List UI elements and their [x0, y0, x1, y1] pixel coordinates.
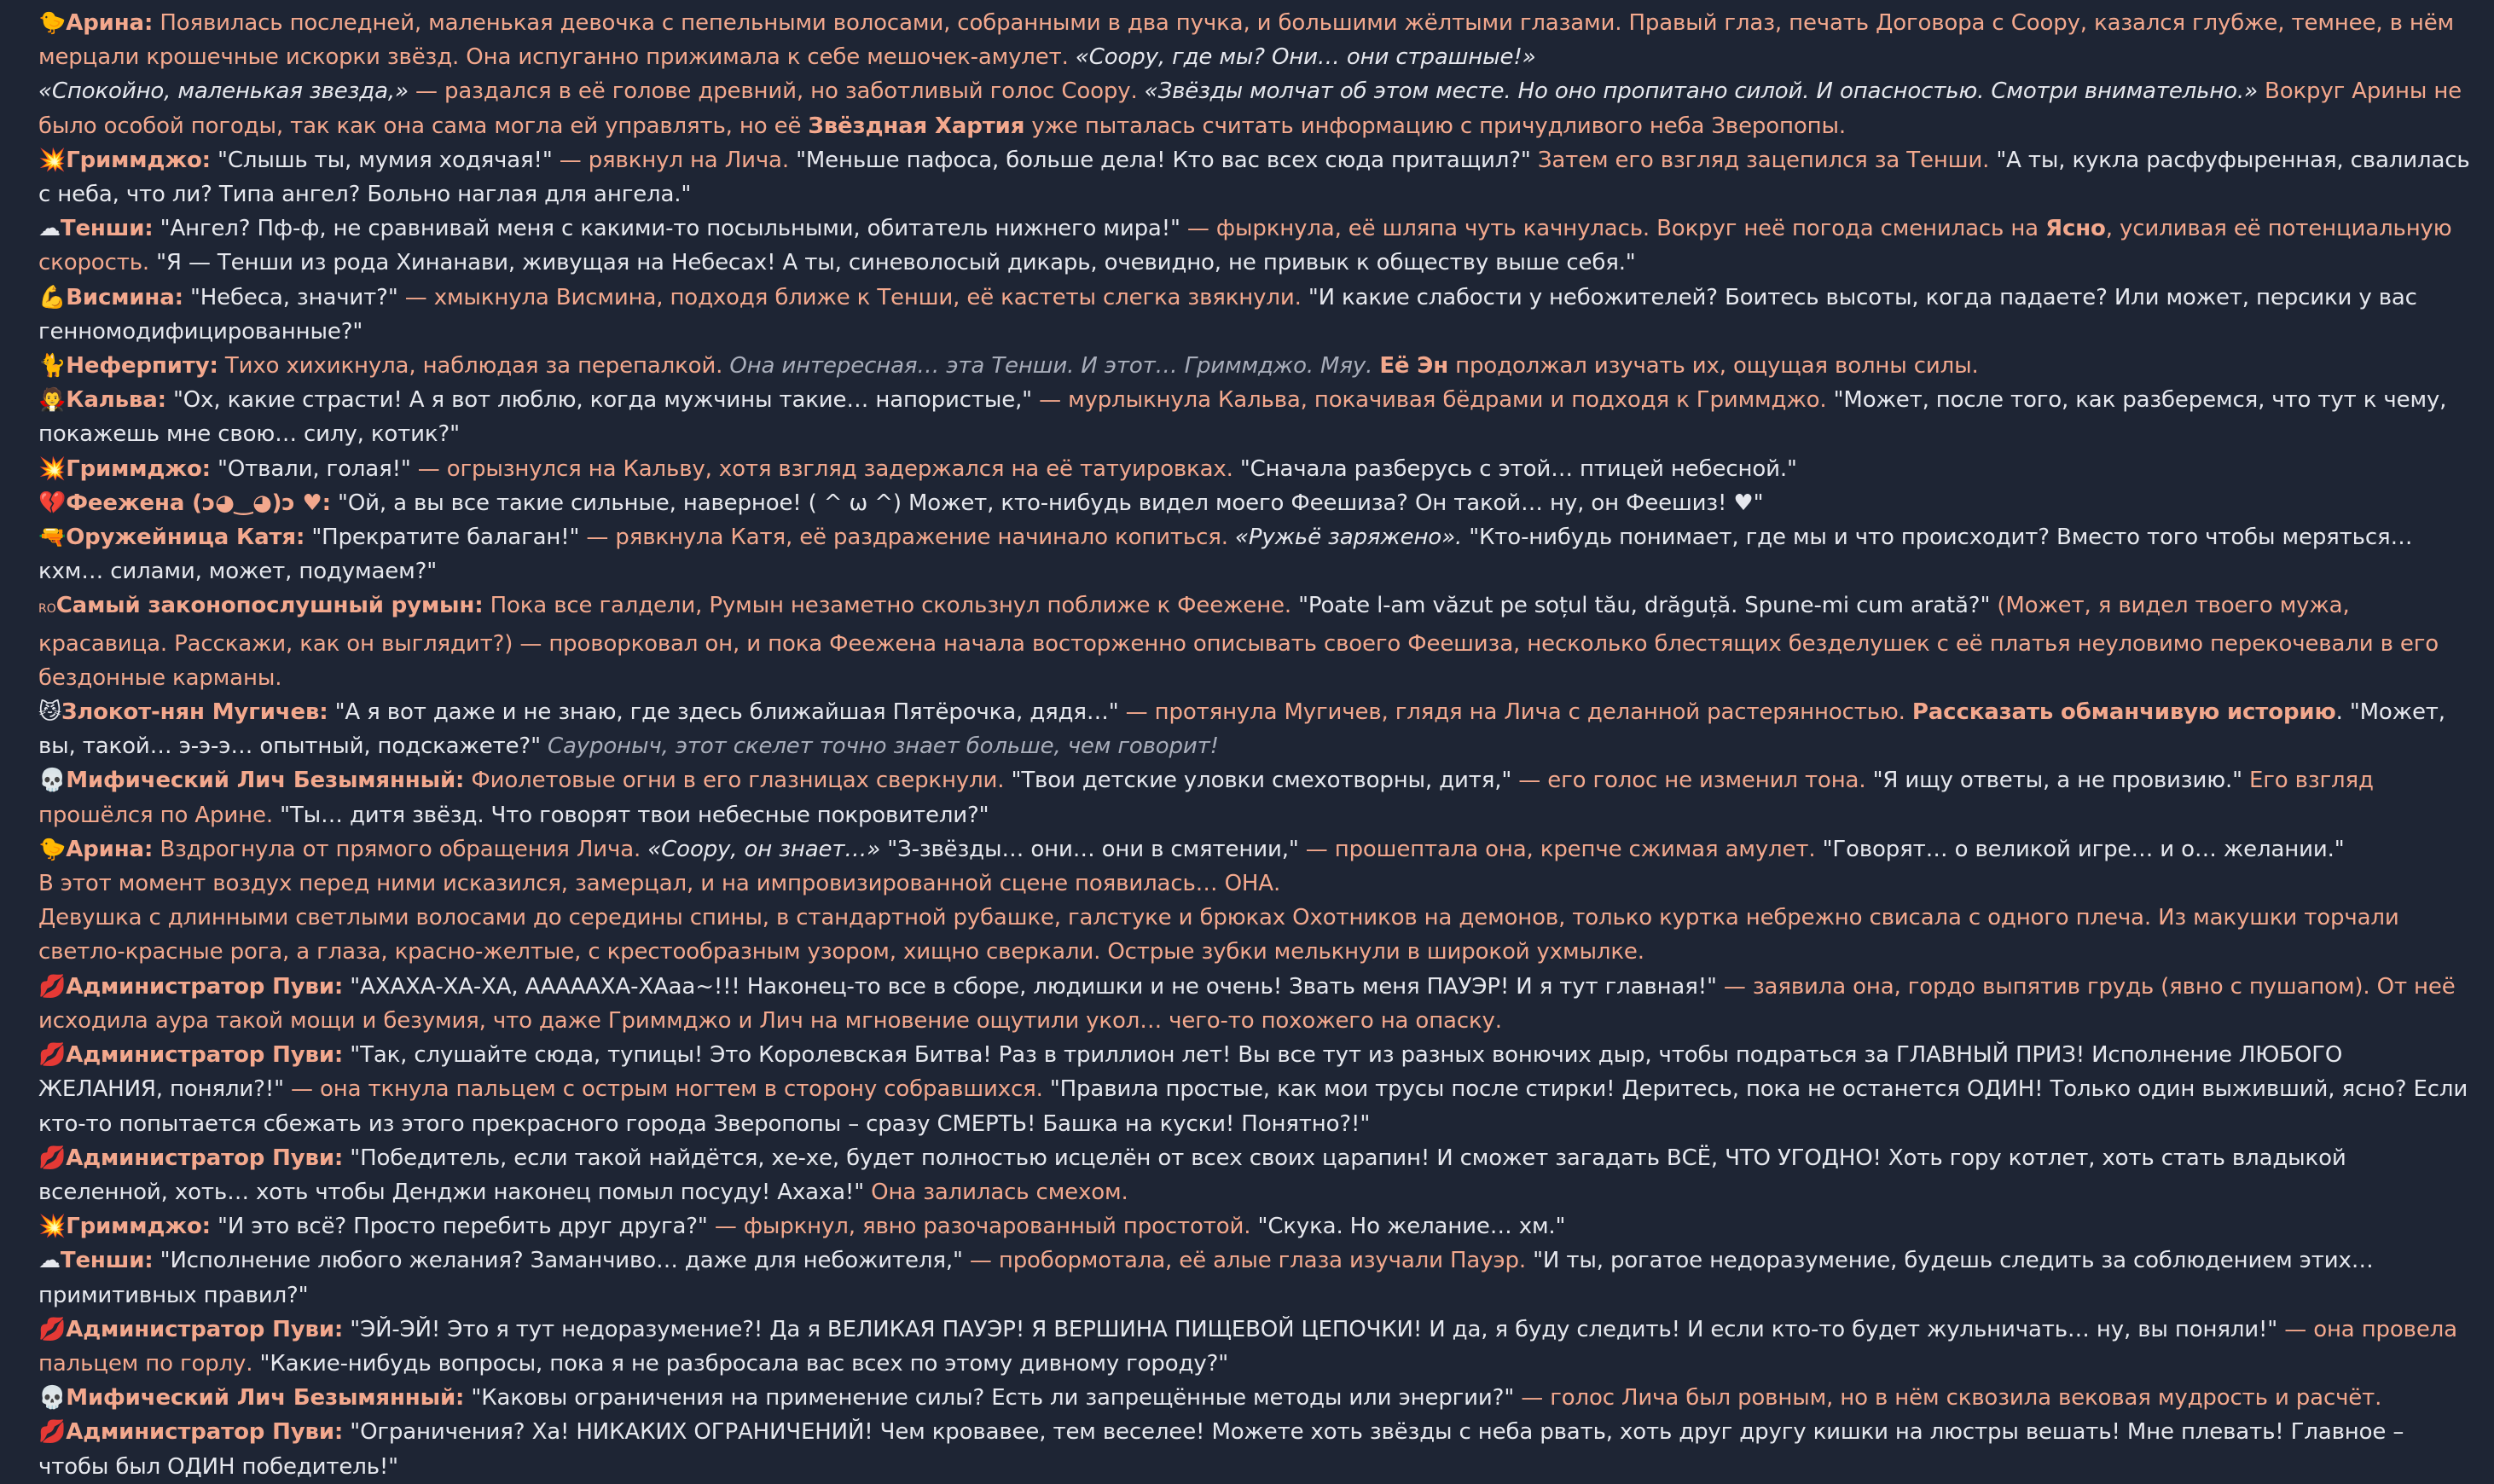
collision-icon: 💥	[38, 1214, 67, 1240]
msg-vismina-1	[38, 281, 2472, 349]
dialogue-text: "Poate l-am văzut pe soțul tău, drăguță. Spune-mi cum arată?"	[1298, 593, 1991, 619]
action-text: — заявила она, гордо выпятив грудь (явно с пушапом). От неё исходила аура такой мощи и безумия, что даже Гриммджо и Лич на мгновение ощутили укол… чего-то похожего на опаску.	[38, 973, 2456, 1034]
action-text: — огрызнулся на Кальву, хотя взгляд задержался на её татуировках.	[410, 455, 1240, 482]
action-text: Его взгляд прошёлся по Арине.	[38, 768, 2374, 828]
action-text: — она провела пальцем по горлу.	[38, 1316, 2457, 1377]
action-text: Она залилась смехом.	[864, 1179, 1128, 1205]
msg-kalva-1	[38, 383, 2472, 451]
broken-heart-icon: 💔	[38, 490, 67, 516]
speaker-name: Гриммджо:	[66, 1214, 211, 1240]
ability-tag: Ясно	[2045, 216, 2106, 242]
ability-tag: Её Эн	[1379, 353, 1449, 380]
action-text: В этот момент воздух перед ними исказился, замерцал, и на импровизированной сцене появилась… ОНА.	[38, 871, 1281, 897]
speaker-name: Администратор Пуви:	[66, 1145, 344, 1171]
dialogue-text: "Исполнение любого желания? Заманчиво… даже для небожителя,"	[153, 1248, 963, 1274]
action-text: — мурлыкнула Кальва, покачивая бёдрами и подходя к Гриммджо.	[1032, 387, 1834, 414]
speaker-name: Висмина:	[66, 284, 183, 310]
action-text: — пробормотала, её алые глаза изучали Пауэр.	[962, 1248, 1534, 1274]
msg-lich-1	[38, 763, 2472, 832]
msg-narration-3	[38, 901, 2472, 969]
action-text: Пока все галдели, Румын незаметно скользнул поближе к Феежене.	[483, 593, 1299, 619]
dialogue-text: "Слышь ты, мумия ходячая!"	[210, 147, 553, 173]
speaker-name: Неферпиту:	[66, 353, 218, 380]
dialogue-text: "А я вот даже и не знаю, где здесь ближайшая Пятёрочка, дядя…"	[328, 699, 1119, 726]
speaker-name: Самый законопослушный румын:	[55, 593, 484, 619]
speaker-name: Администратор Пуви:	[66, 1419, 344, 1446]
dialogue-text: "Может, после того, как разберемся, что тут к чему, покажешь мне свою… силу, котик?"	[38, 387, 2447, 448]
dialogue-text: "Твои детские уловки смехотворны, дитя,"	[1011, 768, 1512, 794]
speaker-name: Оружейница Катя:	[66, 525, 305, 551]
action-text: Девушка с длинными светлыми волосами до середины спины, в стандартной рубашке, галстуке и брюках Охотников на демонов, только куртка небрежно свисала с одного плеча. Из макушки торчали светло-красные рога, а глаза, красно-желтые, с крестообразным узором, хищно сверкали. Острые зубки мелькнули в широкой ухмылке.	[38, 905, 2399, 965]
thought-text: «Спокойно, маленькая звезда,»	[38, 78, 409, 105]
action-text: Вокруг Арины не было особой погоды, так как она сама могла ей управлять, но её	[38, 78, 2462, 139]
action-text: — фыркнул, явно разочарованный простотой.	[707, 1214, 1258, 1240]
collision-icon: 💥	[38, 147, 67, 173]
lips-icon: 💋	[38, 1042, 67, 1069]
thought-text: Она интересная… эта Тенши. И этот… Гриммджо. Мяу.	[729, 353, 1373, 380]
speaker-name: Гриммджо:	[66, 455, 211, 482]
dialogue-text: "И это всё? Просто перебить друг друга?"	[210, 1214, 708, 1240]
lips-icon: 💋	[38, 1145, 67, 1171]
vampire-icon: 🧛	[38, 387, 67, 414]
msg-grimmjow-3	[38, 1209, 2472, 1243]
action-text: — хмыкнула Висмина, подходя ближе к Тенши, её кастеты слегка звякнули.	[397, 284, 1308, 310]
action-text: уже пыталась считать информацию с причудливого неба Зверопопы.	[1024, 113, 1846, 139]
msg-katya-1	[38, 520, 2472, 588]
dialogue-text: "Говорят… о великой игре… и о… желании."	[1822, 836, 2345, 862]
dialogue-text: "Я ищу ответы, а не провизию."	[1872, 768, 2242, 794]
msg-power-3	[38, 1141, 2472, 1209]
msg-romanian-1	[38, 588, 2472, 695]
action-text: Появилась последней, маленькая девочка с пепельными волосами, собранными в два пучка, и большими жёлтыми глазами. Правый глаз, печать Договора с Соору, казался глубже, темнее, в нём мерцали крошечные искорки звёзд. Она испуганно прижимала к себе мешочек-амулет.	[38, 10, 2455, 71]
msg-feezhena-1	[38, 486, 2472, 520]
dialogue-text: "Прекратите балаган!"	[304, 525, 580, 551]
action-text: Фиолетовые огни в его глазницах сверкнули.	[464, 768, 1012, 794]
thought-text: «Соору, где мы? Они… они страшные!»	[1075, 44, 1536, 71]
action-text: — она ткнула пальцем с острым ногтем в сторону собравшихся.	[283, 1076, 1050, 1103]
action-text: Тихо хихикнула, наблюдая за перепалкой.	[218, 353, 730, 380]
speaker-name: Мифический Лич Безымянный:	[66, 768, 465, 794]
skull-icon: 💀	[38, 1385, 67, 1412]
msg-tenshi-1	[38, 212, 2472, 280]
ability-tag: Рассказать обманчивую историю	[1911, 699, 2336, 726]
action-text: — рявкнул на Лича.	[552, 147, 797, 173]
ability-tag: Звёздная Хартия	[808, 113, 1025, 139]
child-icon: 🐤	[38, 10, 67, 36]
action-text: Затем его взгляд зацепился за Тенши.	[1530, 147, 1997, 173]
cloud-icon: ☁	[38, 216, 61, 242]
action-text: — протянула Мугичев, глядя на Лича с деланной растерянностью.	[1118, 699, 1912, 726]
water-pistol-icon: 🔫	[38, 525, 67, 551]
action-text: — раздался в её голове древний, но заботливый голос Соору.	[408, 78, 1145, 105]
dialogue-text: "Правила простые, как мои трусы после стирки! Деритесь, пока не останется ОДИН! Только один выживший, ясно? Если кто-то попытается сбежать из этого прекрасного города Зверопопы – сразу СМЕРТЬ! Башка на куски! Понятно?!"	[38, 1076, 2468, 1137]
dialogue-text: . "Может, вы, такой… э-э-э… опытный, подскажете?"	[38, 699, 2445, 760]
dialogue-text: "Ты… дитя звёзд. Что говорят твои небесные покровители?"	[280, 802, 989, 828]
speaker-name: Администратор Пуви:	[66, 1042, 344, 1069]
speaker-name: Администратор Пуви:	[66, 1316, 344, 1342]
lips-icon: 💋	[38, 1419, 67, 1446]
dialogue-text: "И какие слабости у небожителей? Боитесь высоты, когда падаете? Или может, персики у вас генномодифицированные?"	[38, 284, 2417, 345]
dialogue-text: "И ты, рогатое недоразумение, будешь следить за соблюдением этих… примитивных правил?"	[38, 1248, 2374, 1308]
dialogue-text: "Отвали, голая!"	[210, 455, 411, 482]
msg-lich-2	[38, 1381, 2472, 1415]
msg-power-2	[38, 1038, 2472, 1141]
cat-icon: 🐈	[38, 353, 67, 380]
lips-icon: 💋	[38, 973, 67, 1000]
romania-flag-icon: RO	[38, 602, 56, 617]
thought-text: «Соору, он знает…»	[647, 836, 881, 862]
dialogue-text: "Я — Тенши из рода Хинанави, живущая на Небесах! А ты, синеволосый дикарь, очевидно, не привык к обществу выше себя."	[156, 250, 1636, 276]
msg-narration-2	[38, 867, 2472, 901]
action-text: — рявкнула Катя, её раздражение начинало копиться.	[579, 525, 1235, 551]
cloud-icon: ☁	[38, 1248, 61, 1274]
msg-power-4	[38, 1313, 2472, 1381]
msg-power-5	[38, 1415, 2472, 1483]
action-text: продолжал изучать их, ощущая волны силы.	[1448, 353, 1979, 380]
child-icon: 🐤	[38, 836, 67, 862]
skull-icon: 💀	[38, 768, 67, 794]
action-text: (Может, я видел твоего мужа, красавица. Расскажи, как он выглядит?) — проворковал он, и пока Феежена начала восторженно описывать своего Феешиза, несколько блестящих безделушек с её платья неуловимо перекочевали в его бездонные карманы.	[38, 593, 2439, 691]
thought-text: «Звёзды молчат об этом месте. Но оно пропитано силой. И опасностью. Смотри внимательно.»	[1144, 78, 2258, 105]
speaker-name: Кальва:	[66, 387, 166, 414]
lips-icon: 💋	[38, 1316, 67, 1342]
msg-mugichev-1	[38, 695, 2472, 763]
action-text: — прошептала она, крепче сжимая амулет.	[1298, 836, 1823, 862]
dialogue-text: "Ограничения? Ха! НИКАКИХ ОГРАНИЧЕНИЙ! Чем кровавее, тем веселее! Можете хоть звёзды с неба рвать, хоть друг другу кишки на люстры вешать! Мне плевать! Главное – чтобы был ОДИН победитель!"	[38, 1419, 2404, 1480]
dialogue-text: "Скука. Но желание… хм."	[1257, 1214, 1566, 1240]
dialogue-text: "А ты, кукла расфуфыренная, свалилась с неба, что ли? Типа ангел? Больно наглая для ангела."	[38, 147, 2470, 208]
dialogue-text: "Победитель, если такой найдётся, хе-хе, будет полностью исцелён от всех своих царапин! И сможет загадать ВСЁ, ЧТО УГОДНО! Хоть гору котлет, хоть стать владыкой вселенной, хоть… хоть чтобы Денджи наконец помыл посуду! Ахаха!"	[38, 1145, 2346, 1205]
msg-grimmjow-1	[38, 143, 2472, 212]
msg-narration-sooru	[38, 74, 2472, 142]
speaker-name: Арина:	[66, 10, 154, 36]
action-text: , усиливая её потенциальную скорость.	[38, 216, 2452, 276]
action-text: Вздрогнула от прямого обращения Лича.	[153, 836, 648, 862]
dialogue-text: "ЭЙ-ЭЙ! Это я тут недоразумение?! Да я ВЕЛИКАЯ ПАУЭР! Я ВЕРШИНА ПИЩЕВОЙ ЦЕПОЧКИ! И да, я буду следить! И если кто-то будет жульничать… ну, вы поняли!"	[343, 1316, 2278, 1342]
thought-text: Сауроныч, этот скелет точно знает больше, чем говорит!	[540, 733, 1219, 760]
action-text: — его голос не изменил тона.	[1511, 768, 1873, 794]
dialogue-text: "АХАХА-ХА-ХА, АААААХА-ХАаа~!!! Наконец-то все в сборе, людишки и не очень! Звать меня ПАУЭР! И я тут главная!"	[343, 973, 1717, 1000]
msg-arina-2	[38, 832, 2472, 867]
msg-neferpitou-1	[38, 349, 2472, 383]
dialogue-text: "Каковы ограничения на применение силы? Есть ли запрещённые методы или энергии?"	[464, 1385, 1515, 1412]
dialogue-text: "З-звёзды… они… они в смятении,"	[880, 836, 1299, 862]
flexed-biceps-icon: 💪	[38, 284, 67, 310]
dialogue-text: "Ангел? Пф-ф, не сравнивай меня с какими-то посыльными, обитатель нижнего мира!"	[153, 216, 1180, 242]
speaker-name: Феежена (ↄ◕‿◕)ↄ ♥:	[66, 490, 331, 516]
speaker-name: Тенши:	[60, 216, 154, 242]
smirking-cat-icon: 😼	[38, 699, 61, 726]
dialogue-text: "Какие-нибудь вопросы, пока я не разбросала вас всех по этому дивному городу?"	[259, 1350, 1229, 1377]
action-text: — голос Лича был ровным, но в нём сквозила вековая мудрость и расчёт.	[1514, 1385, 2382, 1412]
msg-arina-1	[38, 6, 2472, 74]
speaker-name: Арина:	[66, 836, 154, 862]
dialogue-text: "Сначала разберусь с этой… птицей небесной."	[1239, 455, 1797, 482]
dialogue-text: "Ой, а вы все такие сильные, наверное! ( ^ ω ^) Может, кто-нибудь видел моего Феешиза? Он такой… ну, он Феешиз! ♥"	[330, 490, 1764, 516]
dialogue-text: "Кто-нибудь понимает, где мы и что происходит? Вместо того чтобы меряться… кхм… силами, может, подумаем?"	[38, 525, 2413, 585]
speaker-name: Гриммджо:	[66, 147, 211, 173]
speaker-name: Злокот-нян Мугичев:	[61, 699, 328, 726]
msg-tenshi-2	[38, 1243, 2472, 1312]
speaker-name: Мифический Лич Безымянный:	[66, 1385, 465, 1412]
msg-grimmjow-2	[38, 452, 2472, 486]
speaker-name: Администратор Пуви:	[66, 973, 344, 1000]
dialogue-text: "Меньше пафоса, больше дела! Кто вас всех сюда притащил?"	[796, 147, 1531, 173]
action-text: — фыркнула, её шляпа чуть качнулась. Вокруг неё погода сменилась на	[1180, 216, 2046, 242]
dialogue-text: "Ох, какие страсти! А я вот люблю, когда мужчины такие… напористые,"	[165, 387, 1032, 414]
speaker-name: Тенши:	[60, 1248, 154, 1274]
thought-text: «Ружьё заряжено».	[1234, 525, 1463, 551]
dialogue-text: "Небеса, значит?"	[183, 284, 398, 310]
msg-power-1	[38, 970, 2472, 1038]
dialogue-text: "Так, слушайте сюда, тупицы! Это Королевская Битва! Раз в триллион лет! Вы все тут из разных вонючих дыр, чтобы подраться за ГЛАВНЫЙ ПРИЗ! Исполнение ЛЮБОГО ЖЕЛАНИЯ, поняли?!"	[38, 1042, 2343, 1103]
collision-icon: 💥	[38, 455, 67, 482]
